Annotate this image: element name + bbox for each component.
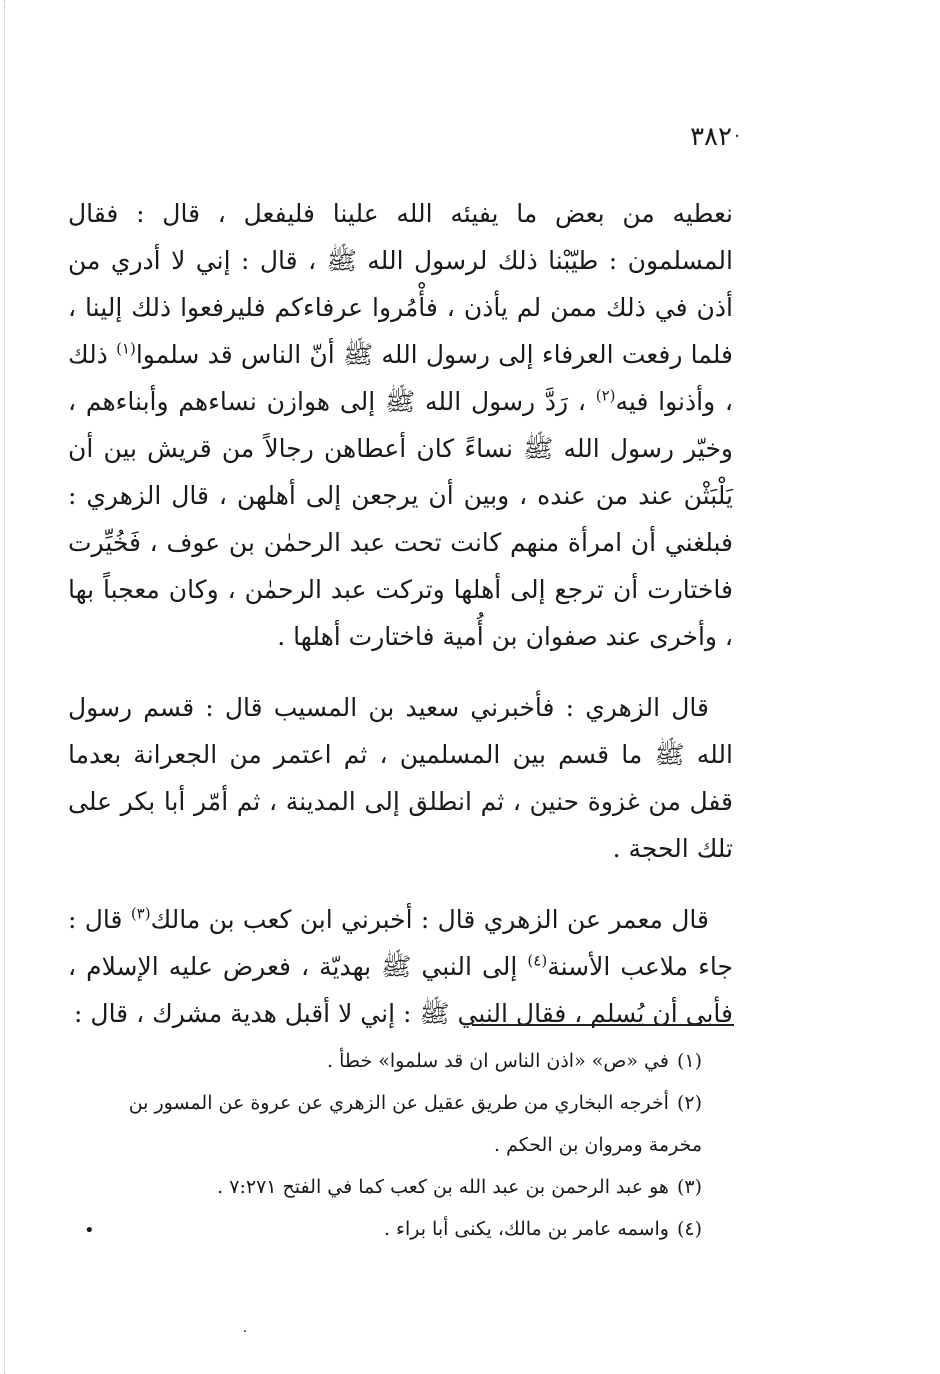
footnote-divider <box>472 1024 734 1026</box>
footnote-marker-1[interactable]: (١) <box>116 339 136 358</box>
paragraph-2: قال الزهري : فأخبرني سعيد بن المسيب قال : قسم رسول الله ﷺ ما قسم بين المسلمين ، ثم اعتمر من الجعرانة بعدما قفل من غزوة حنين ، ثم انطلق إلى المدينة ، ثم أمّر أبا بكر على تلك الحجة . <box>68 693 733 863</box>
paragraph-3-part-1: قال معمر عن الزهري قال : أخبرني ابن كعب بن مالك <box>150 905 709 934</box>
footnote-4-number: (٤) <box>676 1218 702 1240</box>
footnote-3-number: (٣) <box>676 1176 702 1198</box>
stray-dot: • <box>84 1220 95 1241</box>
footnote-marker-2[interactable]: (٢) <box>595 386 616 405</box>
footnote-2 <box>70 1082 702 1166</box>
main-text <box>68 190 733 1037</box>
page-number-dot: · <box>734 126 740 147</box>
footnote-2-number: (٢) <box>676 1092 702 1114</box>
footnote-1 <box>70 1040 702 1082</box>
left-margin-dots <box>4 0 9 1374</box>
footnote-1-text: في «ص» «اذن الناس ان قد سلموا» خطأ . <box>327 1050 669 1072</box>
footnote-4 <box>70 1208 702 1250</box>
paragraph-3-part-3: إلى النبي ﷺ بهديّة ، فعرض عليه الإسلام ، فأبى أن يُسلم ، فقال النبي ﷺ : إني لا أقبل هدية مشرك ، قال : <box>68 952 733 1028</box>
paragraph-3 <box>68 896 733 1037</box>
page-number: ٣٨٢ <box>690 122 732 152</box>
footnote-4-text: واسمه عامر بن مالك، يكنى أبا براء . <box>383 1218 669 1240</box>
paragraph-1-part-1: نعطيه من بعض ما يفيئه الله علينا فليفعل ، قال : فقال المسلمون : طيّبْنا ذلك لرسول الله ﷺ ، قال : إني لا أدري من أذن في ذلك ممن لم يأذن ، فأْمُروا عرفاءكم فليرفعوا ذلك إلينا ، فلما رفعت العرفاء إلى رسول الله ﷺ أنّ الناس قد سلموا <box>68 199 733 369</box>
scan-speck <box>244 1330 246 1332</box>
paragraph-3-part-2: قال : جاء ملاعب الأسنة <box>68 905 733 981</box>
footnote-2-text: أخرجه البخاري من طريق عقيل عن الزهري عن عروة عن المسور بن مخرمة ومروان بن الحكم . <box>128 1092 702 1156</box>
footnote-1-number: (١) <box>676 1050 702 1072</box>
footnote-3 <box>70 1166 702 1208</box>
paragraph-1-part-3: ، رَدَّ رسول الله ﷺ إلى هوازن نساءهم وأبناءهم ، وخيّر رسول الله ﷺ نساءً كان أعطاهن رجالاً من قريش بين أن يَلْبَثْن عند من عنده ، وبين أن يرجعن إلى أهلهن ، قال الزهري : فبلغني أن امرأة منهم كانت تحت عبد الرحمٰن بن عوف ، فَخُيِّرت فاختارت أن ترجع إلى أهلها وتركت عبد الرحمٰن ، وكان معجباً بها ، وأخرى عند صفوان بن أُمية فاختارت أهلها . <box>68 387 733 651</box>
footnote-3-text: هو عبد الرحمن بن عبد الله بن كعب كما في الفتح ٧:٢٧١ . <box>217 1176 669 1198</box>
footnote-marker-3[interactable]: (٣) <box>130 904 151 923</box>
footnote-marker-4[interactable]: (٤) <box>527 951 548 970</box>
footnotes <box>70 1040 702 1250</box>
paragraph-1-part-2: ذلك ، وأذنوا فيه <box>68 340 733 416</box>
paragraph-1 <box>68 190 733 660</box>
